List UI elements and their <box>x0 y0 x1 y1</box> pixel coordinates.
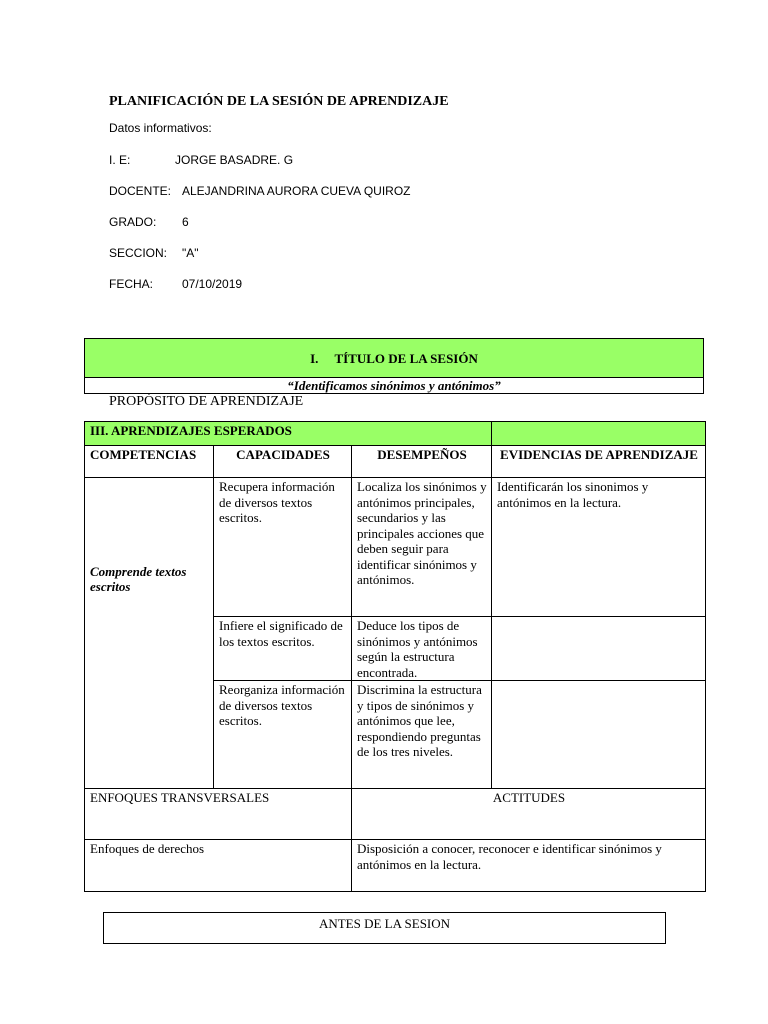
capacidad-cell: Reorganiza información de diversos textos escritos. <box>214 681 352 789</box>
info-value: ALEJANDRINA AURORA CUEVA QUIROZ <box>182 184 411 198</box>
aprendizajes-heading: III. APRENDIZAJES ESPERADOS <box>85 422 492 446</box>
col-header-competencias: COMPETENCIAS <box>85 446 214 478</box>
col-header-evidencias: EVIDENCIAS DE APRENDIZAJE <box>492 446 706 478</box>
evidencia-cell <box>492 681 706 789</box>
competencia-cell <box>85 478 214 789</box>
desempeno-cell: Localiza los sinónimos y antónimos principales, secundarios y las principales acciones que deben seguir para identificar sinónimos y antónimos. <box>352 478 492 617</box>
col-header-desempenos: DESEMPEÑOS <box>352 446 492 478</box>
info-label: SECCION: <box>109 246 168 260</box>
capacidad-cell: Recupera información de diversos textos escritos. <box>214 478 352 617</box>
actitudes-label: ACTITUDES <box>352 789 706 840</box>
proposito-heading: PROPÓSITO DE APRENDIZAJE <box>109 394 304 409</box>
titulo-heading: I. TÍTULO DE LA SESIÓN <box>310 351 478 366</box>
enfoques-row <box>85 840 706 892</box>
capacidad-cell: Infiere el significado de los textos escritos. <box>214 617 352 681</box>
antes-de-la-sesion: ANTES DE LA SESION <box>103 912 666 944</box>
desempeno-cell: Deduce los tipos de sinónimos y antónimos según la estructura encontrada. <box>352 617 492 681</box>
info-value: 07/10/2019 <box>182 277 243 291</box>
table-row <box>85 478 706 617</box>
document-title: PLANIFICACIÓN DE LA SESIÓN DE APRENDIZAJE <box>109 94 449 109</box>
evidencia-cell: Identificarán los sinonimos y antónimos en la lectura. <box>492 478 706 617</box>
competencia-text: Comprende textos escritos <box>90 563 187 594</box>
evidencia-cell <box>492 617 706 681</box>
info-value: 6 <box>182 215 189 229</box>
aprendizajes-heading-row <box>85 422 706 446</box>
info-label: I. E: <box>109 153 131 167</box>
datos-informativos-heading: Datos informativos: <box>109 121 212 135</box>
info-label: DOCENTE: <box>109 184 172 198</box>
info-value: "A" <box>182 246 199 260</box>
column-header-row <box>85 446 706 478</box>
info-label: FECHA: <box>109 277 154 291</box>
titulo-section-header <box>84 338 704 378</box>
aprendizajes-table <box>84 421 706 892</box>
enfoques-header-row <box>85 789 706 840</box>
enfoques-label: ENFOQUES TRANSVERSALES <box>85 789 352 840</box>
desempeno-cell: Discrimina la estructura y tipos de sinónimos y antónimos que lee, respondiendo preguntas de los tres niveles. <box>352 681 492 789</box>
info-value: JORGE BASADRE. G <box>175 153 294 167</box>
enfoque-cell: Enfoques de derechos <box>85 840 352 892</box>
actitud-cell: Disposición a conocer, reconocer e identificar sinónimos y antónimos en la lectura. <box>352 840 706 892</box>
info-label: GRADO: <box>109 215 157 229</box>
col-header-capacidades: CAPACIDADES <box>214 446 352 478</box>
aprendizajes-heading-empty <box>492 422 706 446</box>
session-title: “Identificamos sinónimos y antónimos” <box>84 377 704 394</box>
